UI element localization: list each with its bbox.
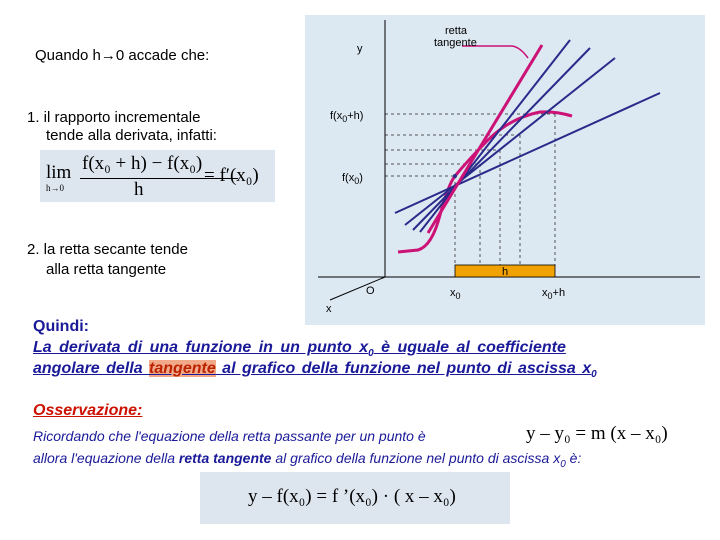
conclusion-line-1-text: La derivata di una funzione in un punto x xyxy=(33,339,369,356)
observation-line-2b: retta tangente xyxy=(178,450,272,466)
fx0-label-base: f(x xyxy=(342,172,355,184)
x0h-label-base: x xyxy=(542,287,548,299)
secant-2 xyxy=(405,58,615,225)
conclusion-line-2-sub: 0 xyxy=(591,369,597,381)
conclusion-line-1-tail: è uguale al coefficiente xyxy=(373,339,566,356)
fxh-label xyxy=(330,110,363,124)
arrow-symbol: → xyxy=(100,47,116,64)
fx0-label-tail: ) xyxy=(359,172,363,184)
tangent-point xyxy=(453,174,457,178)
observation-line-1: Ricordando che l'equazione della retta passante per un punto è xyxy=(33,428,426,444)
origin-label: O xyxy=(366,285,375,297)
tangent-formula: y – f(x₀) = f ’(x₀) · ( x – x₀) xyxy=(248,486,456,507)
dashed-guides xyxy=(385,114,555,265)
observation-line-2-tail: è: xyxy=(565,450,582,466)
secant-3 xyxy=(413,48,590,230)
x0h-label-sub: 0 xyxy=(547,291,553,301)
observation-line-2 xyxy=(33,450,581,470)
point-2-line-2: alla retta tangente xyxy=(46,261,167,278)
observation-line-2c: al grafico della funzione nel punto di ascissa x xyxy=(271,450,561,466)
point-1-line-2: tende alla derivata, infatti: xyxy=(46,127,217,144)
intro-suffix: accade che: xyxy=(124,47,210,64)
conclusion-line-2 xyxy=(33,360,597,380)
tangent-highlight: tangente xyxy=(149,360,216,377)
function-curve xyxy=(398,112,572,252)
limit-under: h→0 xyxy=(46,183,64,193)
x0h-label-tail: +h xyxy=(552,287,566,299)
observation-heading: Osservazione: xyxy=(33,402,143,419)
conclusion-heading: Quindi: xyxy=(33,318,89,335)
limit-lim: lim xyxy=(46,162,72,183)
h-label: h xyxy=(502,266,509,278)
intro-value: 0 xyxy=(115,47,125,64)
tangent-formula-box xyxy=(200,472,510,524)
limit-numerator: f(x₀ + h) − f(x₀) xyxy=(82,153,203,174)
point-1-line-1: 1. il rapporto incrementale xyxy=(27,109,201,126)
y-axis-label: y xyxy=(357,43,363,55)
fxh-label-base: f(x xyxy=(330,110,343,122)
limit-rhs: = f′(x₀) xyxy=(204,165,259,186)
point-2-line-1: 2. la retta secante tende xyxy=(27,241,188,258)
intro-prefix: Quando h xyxy=(35,47,101,64)
x0-label-base: x xyxy=(450,287,456,299)
fx0-label-sub: 0 xyxy=(354,176,360,186)
conclusion-line-2-b: al grafico della funzione nel punto di ascissa x xyxy=(215,360,592,377)
tangent-line xyxy=(428,45,542,233)
limit-denominator: h xyxy=(134,179,144,200)
conclusion-line-2-a: angolare della xyxy=(33,360,150,377)
tangent-label-line-2: tangente xyxy=(434,37,477,49)
line-equation: y – y₀ = m (x – x₀) xyxy=(526,423,668,444)
conclusion-line-1-sub: 0 xyxy=(368,348,374,360)
x0-label-sub: 0 xyxy=(455,291,461,301)
x0-label xyxy=(450,287,461,301)
x-axis-diagonal xyxy=(330,277,385,300)
x0h-label xyxy=(542,287,565,301)
tangent-label-line-1: retta xyxy=(445,25,468,37)
fxh-label-sub: 0 xyxy=(342,114,348,124)
secant-4 xyxy=(420,40,570,232)
observation-line-2a: allora l'equazione della xyxy=(33,450,179,466)
fx0-label xyxy=(342,172,363,186)
conclusion-line-1 xyxy=(33,339,566,359)
observation-line-2-sub: 0 xyxy=(560,458,566,470)
x-axis-label: x xyxy=(326,303,332,315)
fxh-label-tail: +h) xyxy=(347,110,364,122)
